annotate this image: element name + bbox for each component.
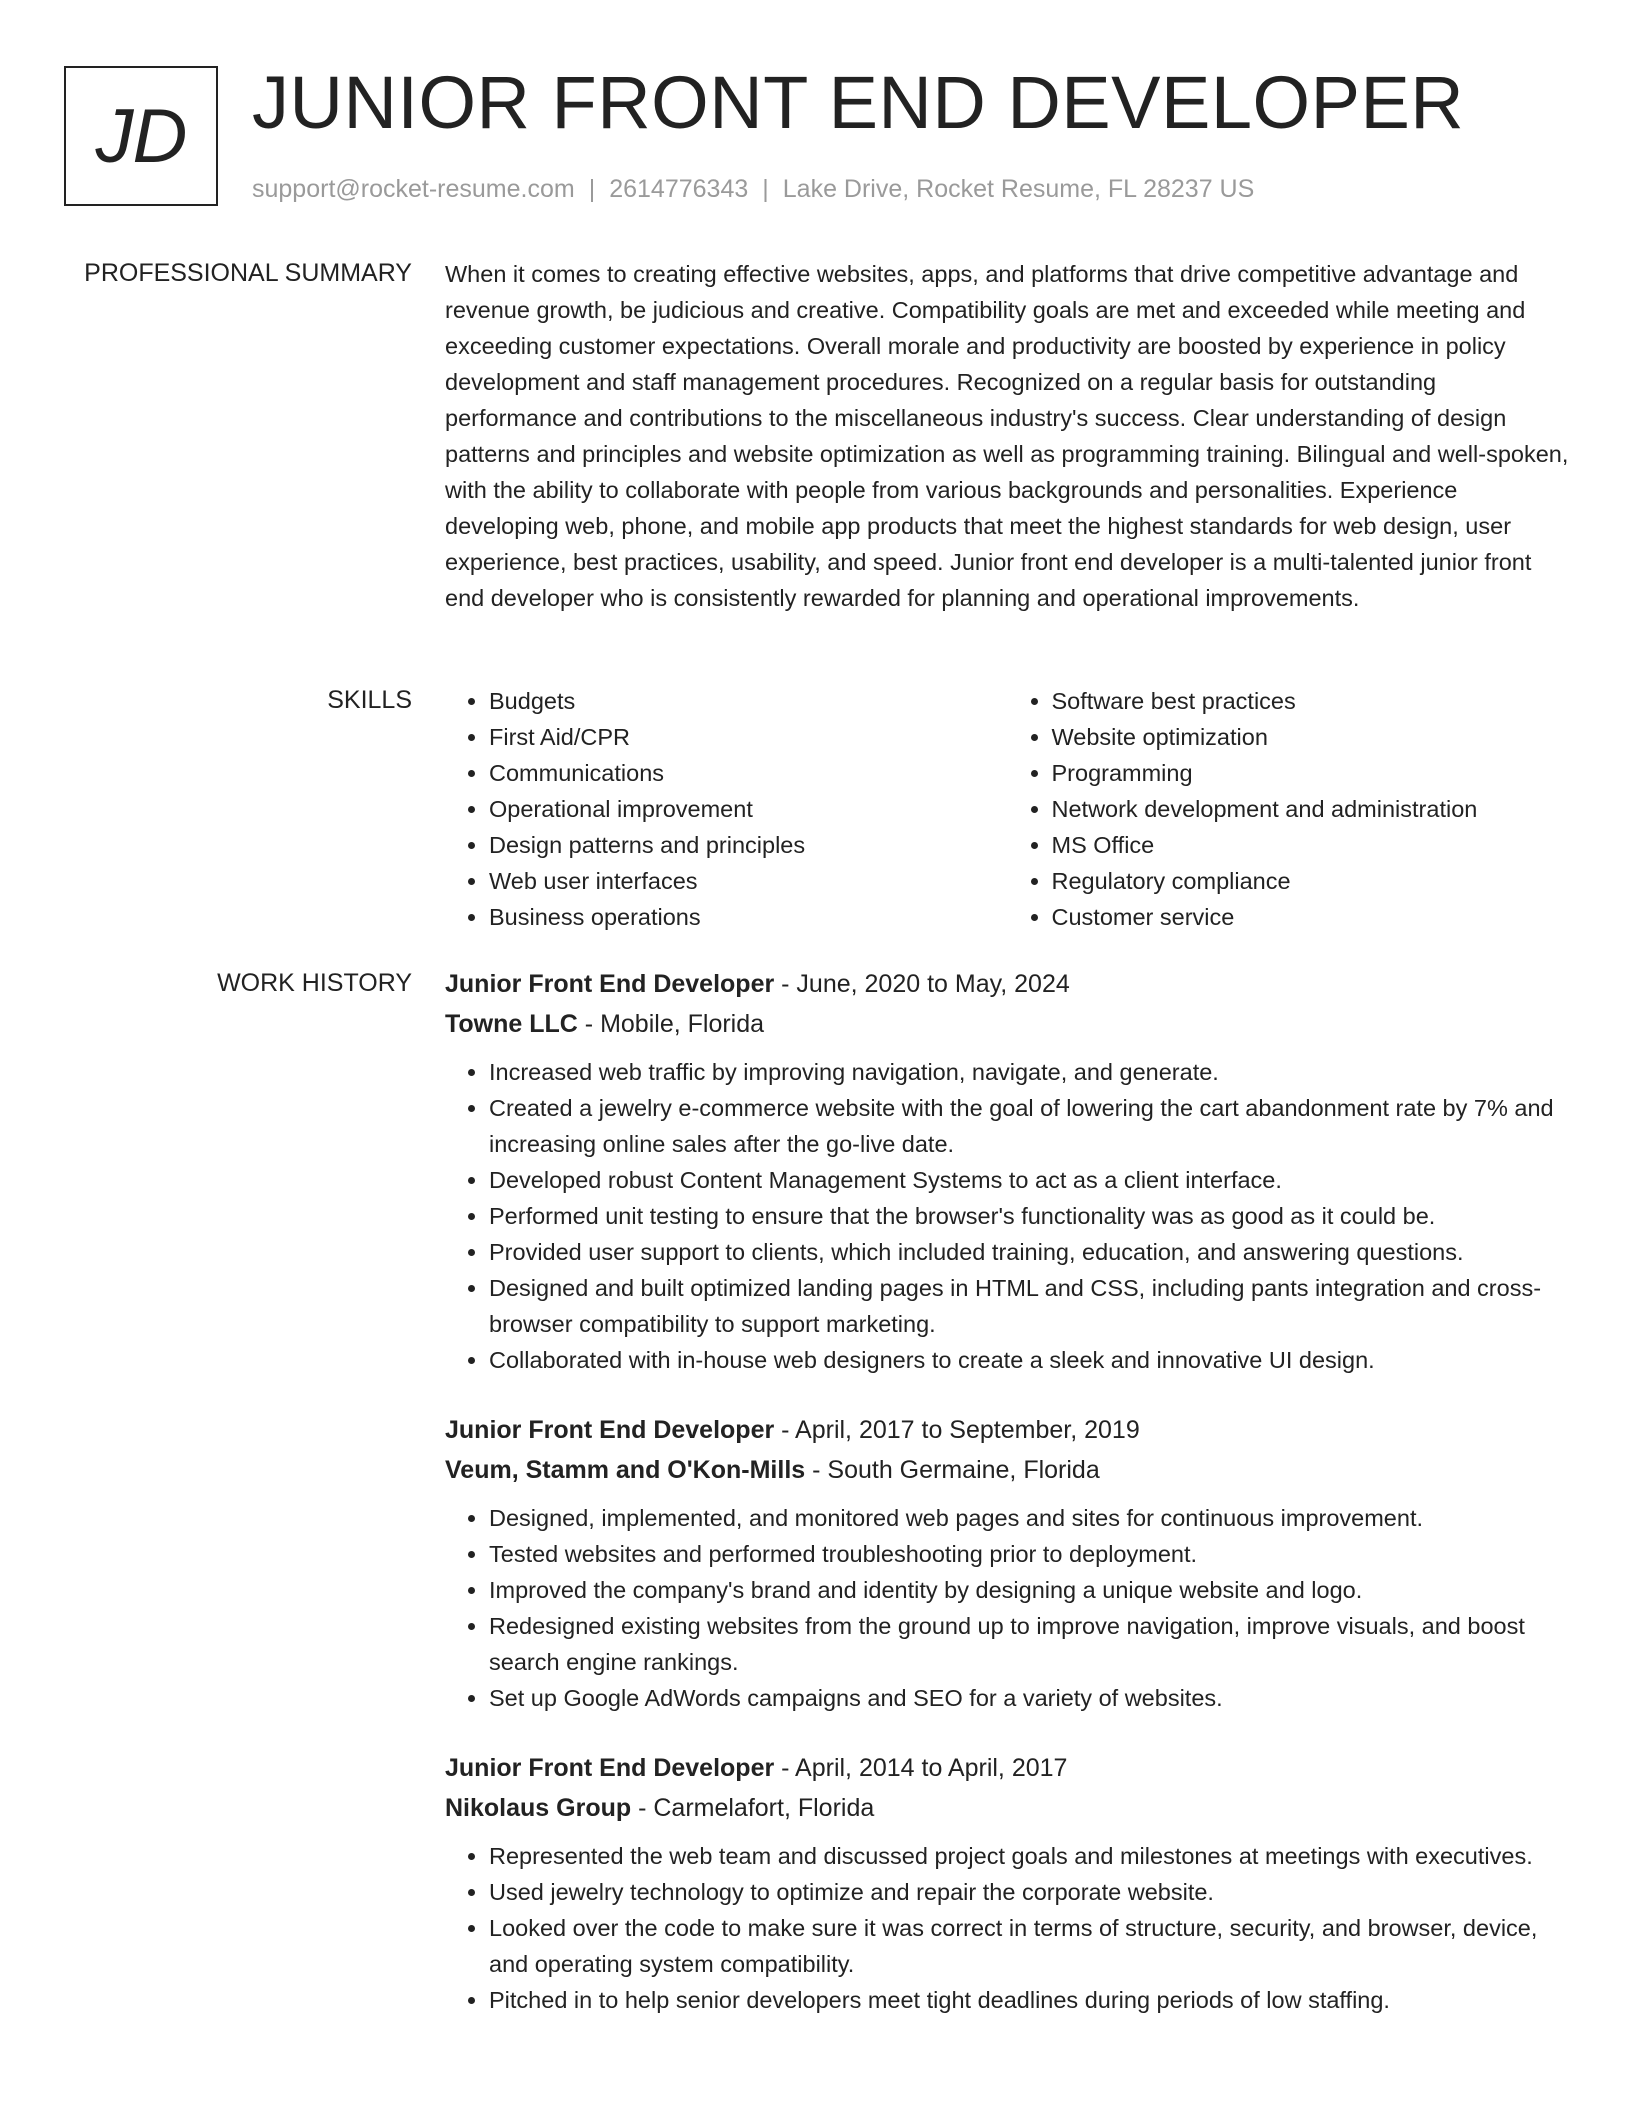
contact-line bbox=[252, 172, 1254, 206]
job-bullet: • Collaborated with in-house web designers to create a sleek and innovative UI design. bbox=[489, 1342, 1570, 1378]
skill-item: • MS Office bbox=[1052, 827, 1571, 863]
job-company: Towne LLC bbox=[445, 1010, 578, 1038]
summary-text: When it comes to creating effective websites, apps, and platforms that drive competitive advantage and revenue growth, be judicious and creative. Compatibility goals are met and exceeded while meeting and exceeding customer expectations. Overall morale and productivity are boosted by experience in policy development and staff management procedures. Recognized on a regular basis for outstanding performance and contributions to the miscellaneous industry's success. Clear understanding of design patterns and principles and website optimization as well as programming training. Bilingual and well-spoken, with the ability to collaborate with people from various backgrounds and personalities. Experience developing web, phone, and mobile app products that meet the highest standards for web design, user experience, best practices, usability, and speed. Junior front end developer is a multi-talented junior front end developer who is consistently rewarded for planning and operational improvements. bbox=[445, 261, 1569, 611]
skills-list-left bbox=[445, 683, 1008, 935]
job-title: Junior Front End Developer bbox=[445, 1416, 775, 1444]
skills-list-right bbox=[1008, 683, 1571, 935]
job-bullet: • Provided user support to clients, which included training, education, and answering questions. bbox=[489, 1234, 1570, 1270]
job-entry bbox=[445, 1410, 1570, 1716]
job-location: - South Germaine, Florida bbox=[805, 1456, 1100, 1484]
job-bullet: • Designed and built optimized landing pages in HTML and CSS, including pants integration and cross-browser compatibility to support marketing. bbox=[489, 1270, 1570, 1342]
job-bullet: • Set up Google AdWords campaigns and SEO for a variety of websites. bbox=[489, 1680, 1570, 1716]
job-bullet: • Developed robust Content Management Systems to act as a client interface. bbox=[489, 1162, 1570, 1198]
job-title-line bbox=[445, 964, 1570, 1004]
work-history-section bbox=[445, 964, 1570, 2050]
job-bullet: • Represented the web team and discussed project goals and milestones at meetings with executives. bbox=[489, 1838, 1570, 1874]
skill-item: • Network development and administration bbox=[1052, 791, 1571, 827]
skill-item: • Business operations bbox=[489, 899, 1008, 935]
job-company-line bbox=[445, 1450, 1570, 1490]
job-bullet: • Performed unit testing to ensure that the browser's functionality was as good as it could be. bbox=[489, 1198, 1570, 1234]
job-dates: - June, 2020 to May, 2024 bbox=[774, 970, 1070, 998]
skill-item: • Communications bbox=[489, 755, 1008, 791]
work-history-heading: WORK HISTORY bbox=[217, 969, 412, 997]
job-dates: - April, 2017 to September, 2019 bbox=[774, 1416, 1140, 1444]
job-bullet: • Improved the company's brand and identity by designing a unique website and logo. bbox=[489, 1572, 1570, 1608]
job-entry bbox=[445, 1748, 1570, 2018]
skill-item: • Operational improvement bbox=[489, 791, 1008, 827]
job-location: - Mobile, Florida bbox=[577, 1010, 765, 1038]
contact-email: support@rocket-resume.com bbox=[252, 175, 575, 203]
job-bullet: • Created a jewelry e-commerce website with the goal of lowering the cart abandonment rate by 7% and increasing online sales after the go-live date. bbox=[489, 1090, 1570, 1162]
monogram: JD bbox=[64, 66, 218, 206]
skill-item: • First Aid/CPR bbox=[489, 719, 1008, 755]
skill-item: • Customer service bbox=[1052, 899, 1571, 935]
contact-separator: | bbox=[588, 175, 596, 203]
summary-section bbox=[445, 256, 1570, 616]
job-bullets bbox=[445, 1054, 1570, 1378]
skill-item: • Programming bbox=[1052, 755, 1571, 791]
job-bullet: • Used jewelry technology to optimize and repair the corporate website. bbox=[489, 1874, 1570, 1910]
job-company-line bbox=[445, 1004, 1570, 1044]
job-title: Junior Front End Developer bbox=[445, 970, 775, 998]
job-location: - Carmelafort, Florida bbox=[631, 1794, 875, 1822]
skill-item: • Regulatory compliance bbox=[1052, 863, 1571, 899]
job-entry bbox=[445, 964, 1570, 1378]
job-bullet: • Designed, implemented, and monitored web pages and sites for continuous improvement. bbox=[489, 1500, 1570, 1536]
job-bullets bbox=[445, 1838, 1570, 2018]
skill-item: • Web user interfaces bbox=[489, 863, 1008, 899]
contact-address: Lake Drive, Rocket Resume, FL 28237 US bbox=[782, 175, 1255, 203]
job-bullet: • Redesigned existing websites from the ground up to improve navigation, improve visuals, and boost search engine rankings. bbox=[489, 1608, 1570, 1680]
job-bullet: • Tested websites and performed troubleshooting prior to deployment. bbox=[489, 1536, 1570, 1572]
skill-item: • Website optimization bbox=[1052, 719, 1571, 755]
job-dates: - April, 2014 to April, 2017 bbox=[774, 1754, 1068, 1782]
job-title: Junior Front End Developer bbox=[445, 1754, 775, 1782]
skills-section bbox=[445, 683, 1570, 935]
job-company: Nikolaus Group bbox=[445, 1794, 632, 1822]
job-bullet: • Pitched in to help senior developers meet tight deadlines during periods of low staffing. bbox=[489, 1982, 1570, 2018]
skill-item: • Budgets bbox=[489, 683, 1008, 719]
skill-item: • Design patterns and principles bbox=[489, 827, 1008, 863]
job-company: Veum, Stamm and O'Kon-Mills bbox=[445, 1456, 806, 1484]
job-company-line bbox=[445, 1788, 1570, 1828]
skill-item: • Software best practices bbox=[1052, 683, 1571, 719]
job-title-line bbox=[445, 1410, 1570, 1450]
page-title: JUNIOR FRONT END DEVELOPER bbox=[252, 61, 1465, 144]
summary-heading: PROFESSIONAL SUMMARY bbox=[84, 259, 412, 287]
contact-separator: | bbox=[762, 175, 769, 203]
contact-phone: 2614776343 bbox=[609, 175, 749, 203]
job-title-line bbox=[445, 1748, 1570, 1788]
job-bullets bbox=[445, 1500, 1570, 1716]
job-bullet: • Increased web traffic by improving navigation, navigate, and generate. bbox=[489, 1054, 1570, 1090]
skills-heading: SKILLS bbox=[327, 686, 412, 714]
job-bullet: • Looked over the code to make sure it was correct in terms of structure, security, and browser, device, and operating system compatibility. bbox=[489, 1910, 1570, 1982]
